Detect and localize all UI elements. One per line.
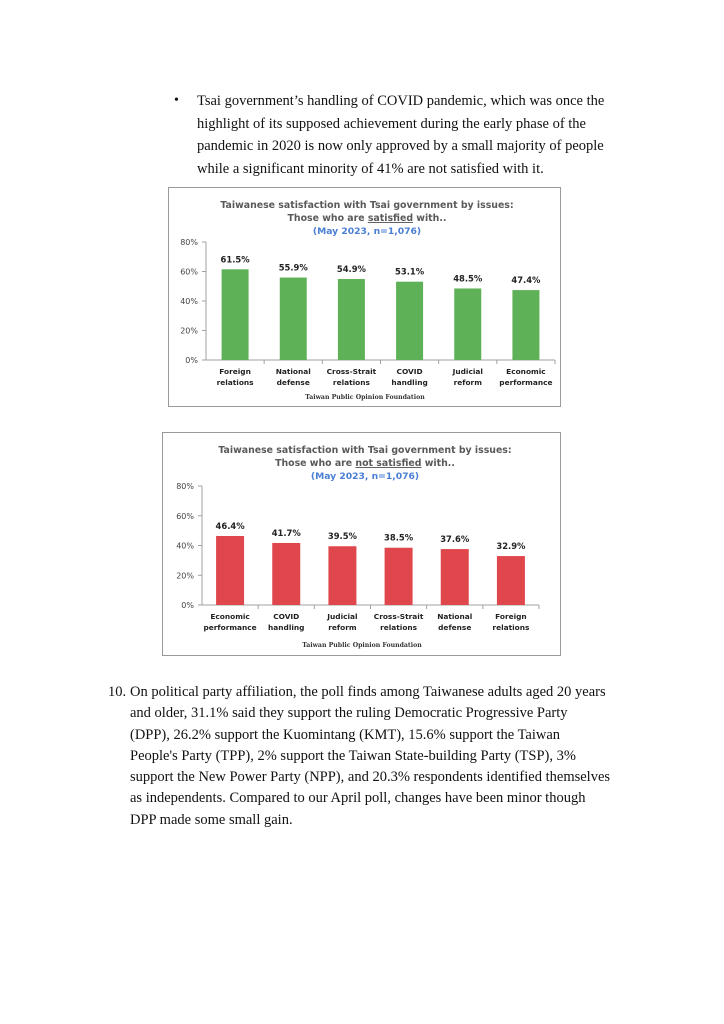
- data-label: 39.5%: [327, 531, 357, 542]
- paragraph-number: 10.: [108, 684, 127, 700]
- data-label: 61.5%: [220, 254, 250, 265]
- chart-title-line2: Those who are not satisfied with..: [275, 458, 455, 469]
- y-tick-label: 0%: [181, 601, 194, 610]
- x-tick-label: Judicial: [452, 367, 483, 376]
- y-tick-label: 40%: [176, 541, 194, 551]
- bar: [216, 536, 244, 605]
- bullet-paragraph: [172, 90, 622, 180]
- y-tick-label: 40%: [180, 297, 198, 306]
- x-tick-label: relations: [332, 378, 370, 387]
- chart-title: Taiwanese satisfaction with Tsai government by issues:: [218, 445, 512, 456]
- data-label: 41.7%: [271, 527, 301, 538]
- x-tick-label: Cross-Strait: [373, 612, 424, 621]
- x-tick-label: Cross-Strait: [326, 367, 377, 376]
- data-label: 55.9%: [278, 262, 308, 273]
- paragraph-line: as independents. Compared to our April poll, changes have been minor though: [130, 790, 586, 807]
- data-label: 47.4%: [511, 275, 541, 286]
- y-tick-label: 60%: [180, 267, 198, 277]
- x-tick-label: National: [437, 612, 473, 621]
- bullet-line: pandemic in 2020 is now only approved by a small majority of people: [197, 138, 604, 154]
- data-label: 37.6%: [440, 534, 470, 545]
- bullet-line: highlight of its supposed achievement during the early phase of the: [197, 115, 586, 132]
- x-tick-label: COVID: [273, 612, 300, 621]
- data-label: 54.9%: [336, 264, 366, 275]
- bar: [328, 546, 356, 605]
- bar: [272, 543, 300, 605]
- y-tick-label: 20%: [180, 326, 198, 336]
- bar: [441, 549, 469, 605]
- chart-subtitle: (May 2023, n=1,076): [312, 226, 422, 237]
- chart-source: Taiwan Public Opinion Foundation: [302, 642, 422, 649]
- x-tick-label: Economic: [210, 612, 250, 621]
- bullet-marker: •: [174, 93, 179, 108]
- data-label: 48.5%: [453, 273, 483, 284]
- chart-source: Taiwan Public Opinion Foundation: [305, 394, 425, 401]
- x-tick-label: defense: [276, 378, 310, 387]
- satisfied-chart: [168, 187, 561, 407]
- paragraph-line: On political party affiliation, the poll finds among Taiwanese adults aged 20 years: [130, 684, 606, 700]
- y-tick-label: 80%: [176, 482, 194, 491]
- x-tick-label: performance: [499, 378, 553, 387]
- bar: [512, 290, 539, 360]
- chart-title: Taiwanese satisfaction with Tsai government by issues:: [220, 200, 514, 211]
- bar: [454, 288, 481, 360]
- data-label: 53.1%: [395, 266, 425, 277]
- not-satisfied-chart: [162, 432, 561, 656]
- paragraph-line: People's Party (TPP), 2% support the Taiwan State-building Party (TSP), 3%: [130, 747, 576, 764]
- x-tick-label: Economic: [506, 367, 546, 376]
- x-tick-label: relations: [380, 623, 418, 632]
- x-tick-label: performance: [203, 623, 257, 632]
- chart-title-line2: Those who are satisfied with..: [287, 213, 447, 224]
- x-tick-label: handling: [268, 623, 305, 632]
- y-tick-label: 20%: [176, 571, 194, 581]
- y-tick-label: 60%: [176, 511, 194, 521]
- x-tick-label: National: [275, 367, 311, 376]
- x-tick-label: reform: [453, 378, 482, 387]
- bullet-line: Tsai government’s handling of COVID pandemic, which was once the: [197, 93, 605, 109]
- numbered-paragraph: [108, 682, 620, 831]
- y-tick-label: 80%: [180, 238, 198, 247]
- data-label: 46.4%: [215, 520, 245, 531]
- bar: [280, 278, 307, 360]
- data-label: 38.5%: [384, 532, 414, 543]
- x-tick-label: Foreign: [219, 367, 251, 376]
- not-satisfied-chart-svg: [163, 433, 560, 655]
- chart-subtitle: (May 2023, n=1,076): [310, 471, 420, 482]
- x-tick-label: relations: [492, 623, 530, 632]
- x-tick-label: handling: [391, 378, 428, 387]
- bar: [497, 556, 525, 605]
- paragraph-line: support the New Power Party (NPP), and 20.3% respondents identified themselves: [130, 769, 611, 786]
- x-tick-label: Judicial: [327, 612, 358, 621]
- paragraph-line: and older, 31.1% said they support the ruling Democratic Progressive Party: [130, 705, 568, 722]
- satisfied-chart-svg: [169, 188, 560, 406]
- paragraph-line: DPP made some small gain.: [130, 811, 293, 828]
- bar: [222, 269, 249, 360]
- bullet-line: while a significant minority of 41% are not satisfied with it.: [197, 160, 544, 177]
- paragraph-line: (DPP), 26.2% support the Kuomintang (KMT), 15.6% support the Taiwan: [130, 726, 561, 743]
- y-tick-label: 0%: [185, 356, 198, 365]
- x-tick-label: COVID: [396, 367, 423, 376]
- bar: [396, 282, 423, 360]
- bar: [385, 548, 413, 605]
- bar: [338, 279, 365, 360]
- x-tick-label: defense: [438, 623, 472, 632]
- x-tick-label: Foreign: [495, 612, 527, 621]
- x-tick-label: reform: [328, 623, 357, 632]
- data-label: 32.9%: [496, 541, 526, 552]
- x-tick-label: relations: [216, 378, 254, 387]
